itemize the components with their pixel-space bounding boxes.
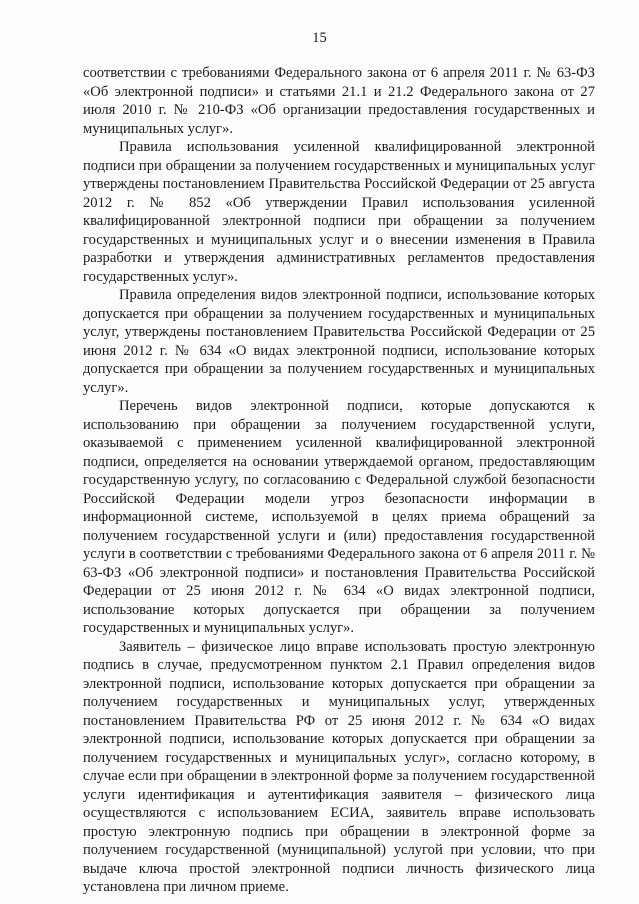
paragraph-continuation: соответствии с требованиями Федерального закона от 6 апреля 2011 г. № 63-ФЗ «Об электронной подписи» и статьями 21.1 и 21.2 Федерального закона от 27 июля 2010 г. № 210-ФЗ «Об организации предоставления государственных и муниципальных услуг». [83, 65, 595, 137]
paragraph-applicant-simple-signature: Заявитель – физическое лицо вправе использовать простую электронную подпись в случае, предусмотренном пунктом 2.1 Правил определения видов электронной подписи, использование которых допускается при обращении за получением государственных и муниципальных услуг, утвержденных постановлением Правительства РФ от 25 июня 2012 г. № 634 «О видах электронной подписи, использование которых допускается при обращении за получением государственных и муниципальных услуг», согласно которому, в случае если при обращении в электронной форме за получением государственной услуги идентификация и аутентификация заявителя – физического лица осуществляются с использованием ЕСИА, заявитель вправе использовать простую электронную подпись при обращении в электронной форме за получением государственной (муниципальной) услугой при условии, что при выдаче ключа простой электронной подписи личность физического лица установлена при личном приеме. [83, 638, 595, 895]
paragraph-signature-types-rules: Правила определения видов электронной подписи, использование которых допускается при обращении за получением государственных и муниципальных услуг, утверждены постановлением Правительства Российской Федерации от 25 июня 2012 г. № 634 «О видах электронной подписи, использование которых допускается при обращении за получением государственных и муниципальных услуг». [83, 287, 595, 396]
paragraph-signature-types-list: Перечень видов электронной подписи, которые допускаются к использованию при обращении за получением государственной услуги, оказываемой с применением усиленной квалифицированной электронной подписи, определяется на основании утверждаемой органом, предоставляющим государственную услугу, по согласованию с Федеральной службой безопасности Российской Федерации модели угроз безопасности информации в информационной системе, используемой в целях приема обращений за получением государственной услуги и (или) предоставления государственной услуги в соответствии с требованиями Федерального закона от 6 апреля 2011 г. № 63-ФЗ «Об электронной подписи» и постановления Правительства Российской Федерации от 25 июня 2012 г. № 634 «О видах электронной подписи, использование которых допускается при обращении за получением государственных и муниципальных услуг». [83, 398, 595, 636]
paragraph-qualified-signature-rules: Правила использования усиленной квалифицированной электронной подписи при обращении за получением государственных и муниципальных услуг утверждены постановлением Правительства Российской Федерации от 25 августа 2012 г. № 852 «Об утверждении Правил использования усиленной квалифицированной электронной подписи при обращении за получением государственных и муниципальных услуг и о внесении изменения в Правила разработки и утверждения административных регламентов предоставления государственных услуг». [83, 139, 595, 285]
page-number: 15 [312, 30, 327, 46]
document-body [83, 64, 595, 897]
